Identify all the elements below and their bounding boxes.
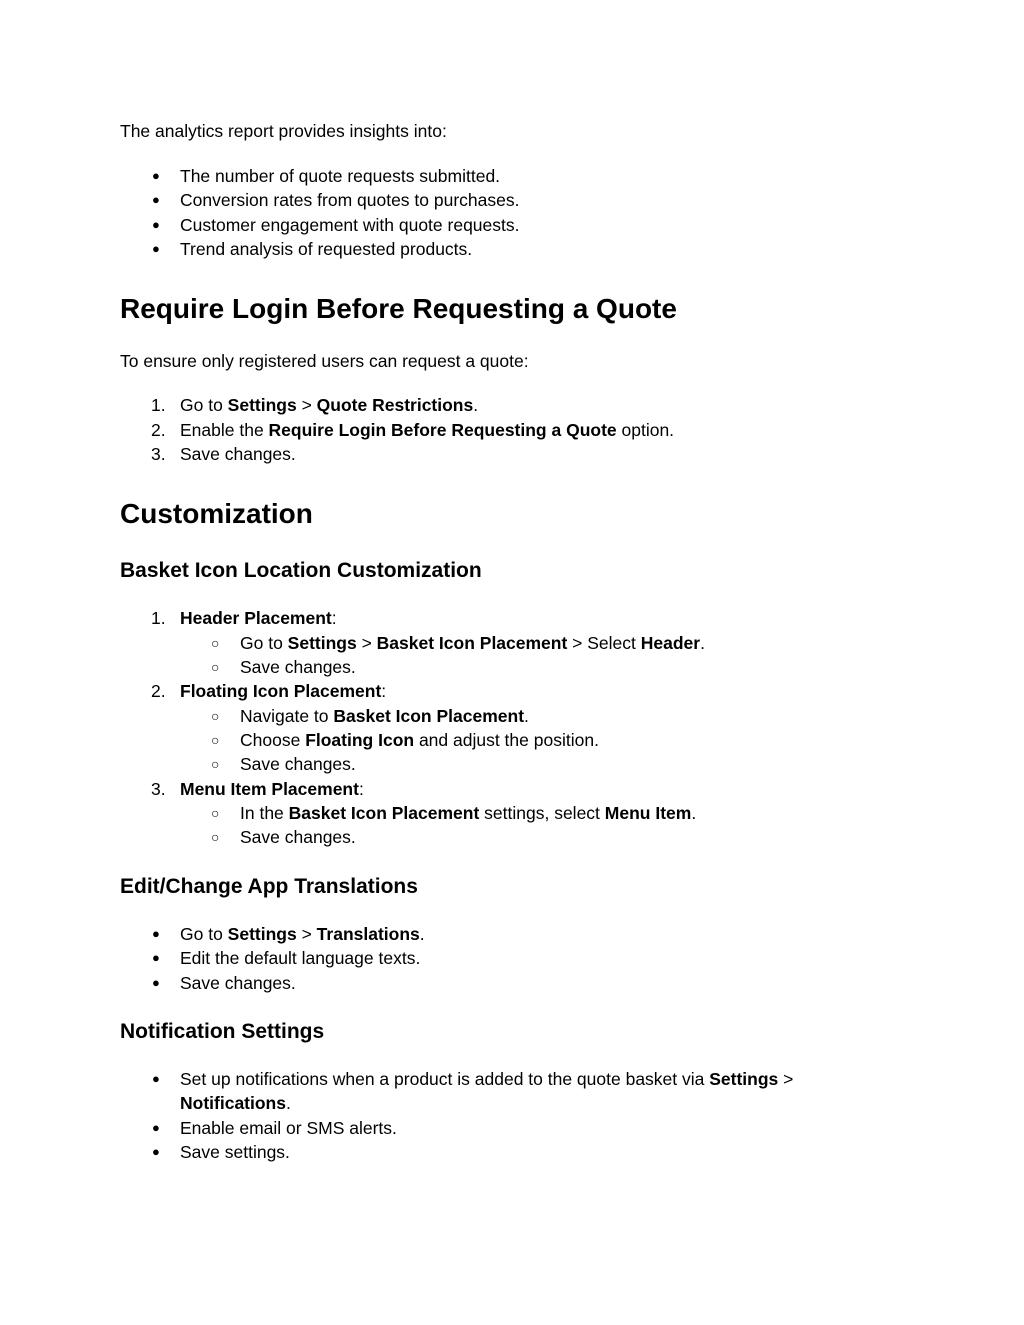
- translations-heading: Edit/Change App Translations: [120, 875, 418, 898]
- circle-marker: ○: [211, 659, 220, 675]
- login-intro: To ensure only registered users can request a quote:: [120, 351, 529, 371]
- list-item-text: Conversion rates from quotes to purchases.: [180, 190, 520, 210]
- number-marker: 1.: [151, 395, 166, 415]
- login-heading: Require Login Before Requesting a Quote: [120, 293, 677, 324]
- bullet-marker: ●: [152, 1120, 160, 1135]
- sub-list-item-text: Navigate to Basket Icon Placement.: [240, 706, 529, 726]
- circle-marker: ○: [211, 708, 220, 724]
- list-item-text: Enable the Require Login Before Requesting a Quote option.: [180, 420, 675, 440]
- number-marker: 2.: [151, 420, 166, 440]
- list-item-text: Go to Settings > Quote Restrictions.: [180, 395, 479, 415]
- list-item-text: Set up notifications when a product is added to the quote basket via Settings >: [180, 1069, 794, 1089]
- circle-marker: ○: [211, 756, 220, 772]
- circle-marker: ○: [211, 805, 220, 821]
- list-item-text-continued: Notifications.: [180, 1093, 291, 1113]
- bullet-marker: ●: [152, 241, 160, 256]
- list-item-text: Save settings.: [180, 1142, 290, 1162]
- number-marker: 1.: [151, 608, 166, 628]
- number-marker: 2.: [151, 681, 166, 701]
- bullet-marker: ●: [152, 217, 160, 232]
- list-item-text: Go to Settings > Translations.: [180, 924, 425, 944]
- sub-list-item-text: In the Basket Icon Placement settings, select Menu Item.: [240, 803, 697, 823]
- circle-marker: ○: [211, 829, 220, 845]
- list-item-text: Enable email or SMS alerts.: [180, 1118, 397, 1138]
- list-item-text: Menu Item Placement:: [180, 779, 364, 799]
- bullet-marker: ●: [152, 975, 160, 990]
- bullet-marker: ●: [152, 926, 160, 941]
- bullet-marker: ●: [152, 168, 160, 183]
- list-item-text: Trend analysis of requested products.: [180, 239, 473, 259]
- sub-list-item-text: Go to Settings > Basket Icon Placement > Select Header.: [240, 633, 705, 653]
- sub-list-item-text: Save changes.: [240, 827, 356, 847]
- circle-marker: ○: [211, 635, 220, 651]
- list-item-text: Customer engagement with quote requests.: [180, 215, 520, 235]
- basket-heading: Basket Icon Location Customization: [120, 559, 482, 582]
- bullet-marker: ●: [152, 1071, 160, 1086]
- list-item-text: Edit the default language texts.: [180, 948, 421, 968]
- sub-list-item-text: Save changes.: [240, 754, 356, 774]
- list-item-text: Save changes.: [180, 973, 296, 993]
- sub-list-item-text: Save changes.: [240, 657, 356, 677]
- bullet-marker: ●: [152, 1144, 160, 1159]
- bullet-marker: ●: [152, 192, 160, 207]
- list-item-text: Header Placement:: [180, 608, 337, 628]
- sub-list-item-text: Choose Floating Icon and adjust the position.: [240, 730, 599, 750]
- bullet-marker: ●: [152, 950, 160, 965]
- list-item-text: Floating Icon Placement:: [180, 681, 387, 701]
- intro-paragraph: The analytics report provides insights into:: [120, 121, 447, 141]
- notifications-heading: Notification Settings: [120, 1020, 325, 1043]
- circle-marker: ○: [211, 732, 220, 748]
- list-item-text: The number of quote requests submitted.: [180, 166, 501, 186]
- number-marker: 3.: [151, 444, 166, 464]
- number-marker: 3.: [151, 779, 166, 799]
- list-item-text: Save changes.: [180, 444, 296, 464]
- customization-heading: Customization: [120, 498, 313, 529]
